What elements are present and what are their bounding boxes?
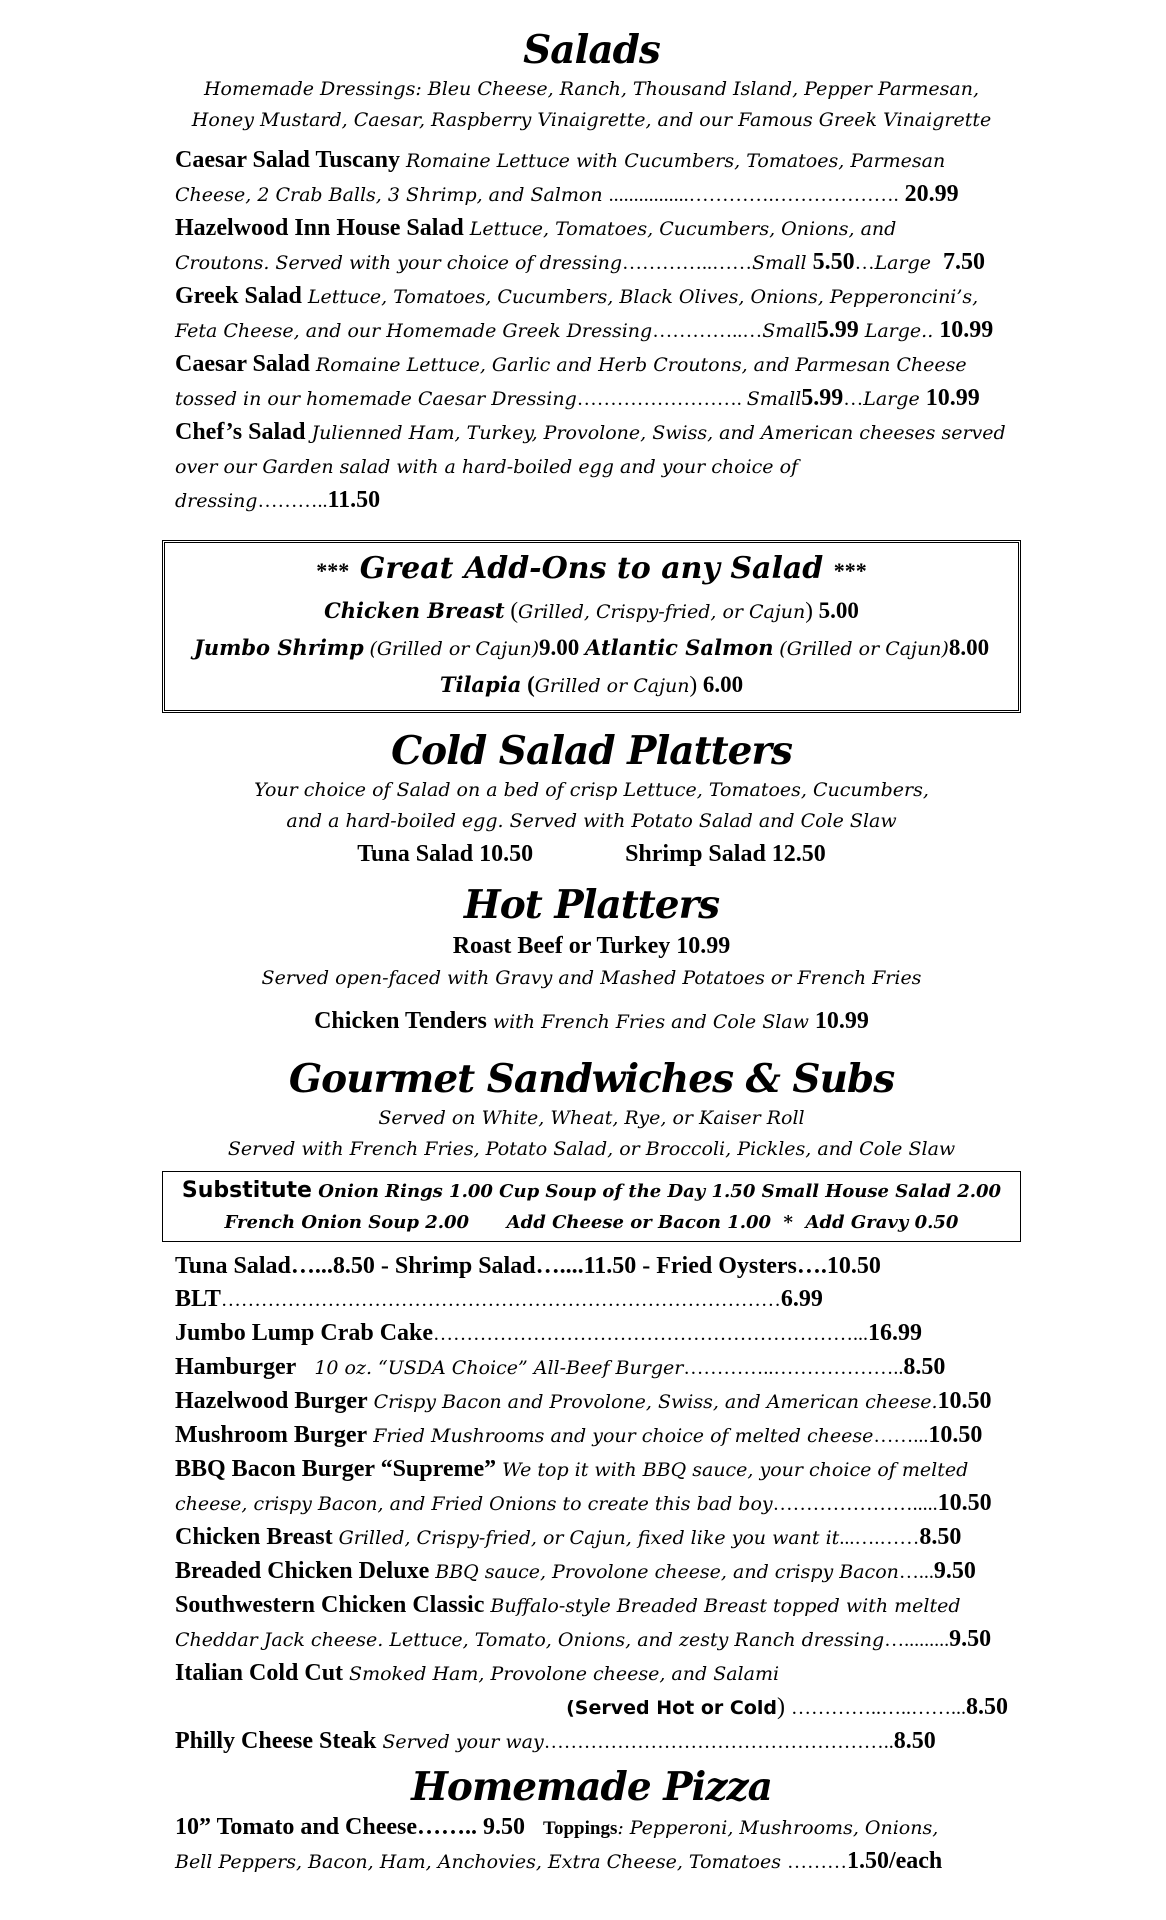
item-desc: We top it with BBQ sauce, your choice of melted [502,1459,969,1481]
item-name: 10” Tomato and Cheese…….. 9.50 [175,1814,526,1840]
item-desc: Romaine Lettuce with Cucumbers, Tomatoes, Parmesan [405,150,946,172]
item-price: 8.50 [919,1524,962,1550]
item-name: Southwestern Chicken Classic [175,1592,485,1618]
item-price: 10.99 [814,1008,869,1034]
leader-dots: ……….. [257,490,328,512]
addon-line-chicken: Chicken Breast (Grilled, Crispy-fried, or Cajun) 5.00 [324,598,859,623]
sandwiches-sub-2: Served with French Fries, Potato Salad, or Broccoli, Pickles, and Cole Slaw [227,1138,956,1160]
addon-price: 8.00 [948,635,990,660]
toppings-list-2: Bell Peppers, Bacon, Ham, Anchovies, Extra Cheese, Tomatoes [175,1851,781,1873]
addon-prep: (Grilled or Cajun) [779,638,949,660]
pizza-title: Homemade Pizza [411,1764,772,1810]
size-label: Large [874,252,931,274]
italian-served-line [175,1691,1008,1725]
item-desc: Feta Cheese, and our Homemade Greek Dressing [175,320,653,342]
addon-name: Chicken Breast [324,598,505,623]
leader-dots: …………..…… [622,252,753,274]
leader-dots: …......... [884,1629,950,1651]
leader-dots: ………………………………………………………... [433,1323,869,1345]
item-desc: Lettuce, Tomatoes, Cucumbers, Black Olives, Onions, Pepperoncini’s, [307,286,979,308]
addon-price: 6.00 [702,672,744,697]
substitute-line-2: French Onion Soup 2.00 Add Cheese or Bacon 1.00 * Add Gravy 0.50 [224,1212,959,1233]
item-price: 10.99 [939,317,994,343]
addon-line-tilapia: Tilapia (Grilled or Cajun) 6.00 [439,672,744,697]
item-price: 5.99 [816,317,859,343]
item-desc: Julienned Ham, Turkey, Provolone, Swiss, and American cheeses served [311,422,1006,444]
leader-dots: …………..… [652,320,763,342]
addon-name: Jumbo Shrimp [193,635,364,660]
sandwich-hamburger [175,1351,1008,1385]
stars-left: *** [316,558,350,583]
chicken-tenders [175,1004,1008,1039]
size-label: Small [746,388,802,410]
item-desc: Grilled, Crispy-fried, or Cajun, fixed like you want it [338,1527,840,1549]
item-price: 5.50 [812,249,855,275]
sandwich-breaded-chicken [175,1555,1008,1589]
salad-item-greek [175,280,1008,348]
size-label: Large [863,388,920,410]
leader-dots: ……………………. [576,388,747,410]
leader-dots: …………………..... [772,1493,938,1515]
item-price: 8.50 [966,1694,1008,1720]
item-desc: Cheese, 2 Crab Balls, 3 Shrimp, and Salmon [175,184,603,206]
sandwiches-title: Gourmet Sandwiches & Subs [288,1056,895,1102]
addon-prep: (Grilled or Cajun) [369,638,540,660]
sandwich-crab-cake [175,1317,1008,1351]
item-name: Greek Salad [175,283,302,309]
combo-items: Tuna Salad…...8.50 - Shrimp Salad…....11.50 - Fried Oysters….10.50 [175,1253,881,1279]
size-label: Large.. [864,320,934,342]
item-desc: over our Garden salad with a hard-boiled egg and your choice of dressing [175,456,799,512]
leader-dots: ……… [786,1851,847,1873]
leader-dots: …………..……………….. [683,1357,904,1379]
item-desc: Fried Mushrooms and your choice of melted cheese [373,1425,874,1447]
salads-title: Salads [523,27,660,73]
addon-price: 9.00 [539,635,580,660]
leader-dots: ………………………………………………………………………… [220,1289,781,1311]
addon-name: Atlantic Salmon [585,635,774,660]
item-name: Chicken Tenders [314,1008,487,1034]
addon-line-shrimp-salmon [175,630,1008,667]
toppings-list-1: Pepperoni, Mushrooms, Onions, [629,1817,939,1839]
item-desc: with French Fries and Cole Slaw [492,1011,809,1033]
roast-desc: Served open-faced with Gravy and Mashed Potatoes or French Fries [261,967,922,989]
close-paren: ) [777,1694,785,1720]
item-name: Mushroom Burger [175,1422,368,1448]
item-desc: BBQ sauce, Provolone cheese, and crispy Bacon [435,1561,899,1583]
item-name: Hazelwood Burger [175,1388,368,1414]
leader-dots: … [854,252,875,274]
item-desc: Crispy Bacon and Provolone, Swiss, and American cheese. [373,1391,938,1413]
item-price: 10.50 [937,1388,992,1414]
item-price: 7.50 [943,249,985,275]
cold-desc-1: Your choice of Salad on a bed of crisp Lettuce, Tomatoes, Cucumbers, [254,779,929,801]
sandwich-italian-cold-cut [175,1657,1008,1725]
leader-dots: ……... [873,1425,929,1447]
addons-box [162,540,1021,713]
item-name: Chef’s Salad [175,419,306,445]
addon-name: Tilapia [439,672,522,697]
item-name: Italian Cold Cut [175,1660,344,1686]
item-desc: 10 oz. “USDA Choice” All-Beef Burger [314,1357,684,1379]
stars-right: *** [833,558,867,583]
sandwich-chicken-breast [175,1521,1008,1555]
item-price: 20.99 [904,181,959,207]
sandwich-bbq-bacon-burger [175,1453,1008,1521]
tuna-salad-platter: Tuna Salad 10.50 [357,841,534,867]
leader-dots: ................………….………………. [608,184,899,206]
item-name: Jumbo Lump Crab Cake [175,1320,434,1346]
size-label: Small [752,252,807,274]
toppings-price: 1.50/each [846,1848,943,1874]
sandwiches-sub-1: Served on White, Wheat, Rye, or Kaiser Roll [378,1107,805,1129]
addon-prep: Grilled, Crispy-fried, or Cajun [518,601,806,623]
item-desc: Romaine Lettuce, Garlic and Herb Croutons, and Parmesan Cheese [315,354,967,376]
substitute-line-1 [171,1175,1012,1207]
salad-item-caesar-tuscany [175,144,1008,212]
item-price: 8.50 [893,1728,936,1754]
cold-desc-2: and a hard-boiled egg. Served with Potato Salad and Cole Slaw [286,810,897,832]
leader-dots: … [843,388,864,410]
item-desc: Buffalo-style Breaded Breast topped with melted [490,1595,961,1617]
pizza-item [175,1811,1008,1879]
item-price: 5.99 [801,385,844,411]
salad-item-caesar [175,348,1008,416]
sandwich-philly-cheese-steak [175,1725,1008,1759]
item-price: 9.50 [949,1626,992,1652]
item-name: Caesar Salad [175,351,310,377]
item-desc: cheese, crispy Bacon, and Fried Onions to create this bad boy [175,1493,773,1515]
sandwich-hazelwood-burger [175,1385,1008,1419]
sandwich-southwestern-chicken [175,1589,1008,1657]
shrimp-salad-platter: Shrimp Salad 12.50 [625,841,826,867]
sandwich-mushroom-burger [175,1419,1008,1453]
item-price: 10.50 [937,1490,992,1516]
dressings-line-2: Honey Mustard, Caesar, Raspberry Vinaigrette, and our Famous Greek Vinaigrette [191,109,992,131]
leader-dots: …………………………………………….. [543,1731,894,1753]
item-name: BLT [175,1286,221,1312]
substitute-label: Substitute [181,1178,312,1203]
item-desc: Croutons. Served with your choice of dressing [175,252,623,274]
item-desc: Lettuce, Tomatoes, Cucumbers, Onions, and [469,218,897,240]
cold-items [175,837,1008,871]
leader-dots: ...….…… [839,1527,920,1549]
leader-dots: …... [898,1561,934,1583]
item-desc: Served your way [382,1731,544,1753]
item-name: Hazelwood Inn House Salad [175,215,464,241]
substitute-box [162,1171,1021,1242]
item-name: Chicken Breast [175,1524,333,1550]
size-label: Small [762,320,817,342]
item-name: Caesar Salad Tuscany [175,147,400,173]
item-price: 9.50 [933,1558,976,1584]
addon-prep: Grilled or Cajun [534,675,690,697]
leader-dots: …………..…..……... [791,1697,966,1719]
item-price: 8.50 [903,1354,946,1380]
served-hot-or-cold: (Served Hot or Cold [566,1697,777,1719]
addons-title [175,547,1008,593]
cold-platters-title: Cold Salad Platters [391,728,792,774]
substitute-options-1: Onion Rings 1.00 Cup Soup of the Day 1.50 Small House Salad 2.00 [318,1181,1002,1202]
toppings-label: Toppings [543,1818,618,1839]
addons-title-text: Great Add-Ons to any Salad [359,551,824,586]
item-desc: Cheddar Jack cheese. Lettuce, Tomato, Onions, and zesty Ranch dressing [175,1629,885,1651]
item-price: 11.50 [327,487,381,513]
combo-line [175,1250,1008,1283]
toppings-colon: : [617,1817,624,1839]
roast-beef-turkey: Roast Beef or Turkey 10.99 [452,933,731,959]
item-name: Breaded Chicken Deluxe [175,1558,430,1584]
item-price: 10.99 [925,385,980,411]
item-name: Hamburger [175,1354,297,1380]
item-name: Philly Cheese Steak [175,1728,377,1754]
hot-platters-title: Hot Platters [463,882,720,928]
item-name: BBQ Bacon Burger “Supreme” [175,1456,497,1482]
item-desc: Smoked Ham, Provolone cheese, and Salami [349,1663,780,1685]
item-price: 16.99 [868,1320,923,1346]
addon-price: 5.00 [818,598,859,623]
item-price: 6.99 [780,1286,823,1312]
item-desc: tossed in our homemade Caesar Dressing [175,388,577,410]
salad-item-house [175,212,1008,280]
dressings-line-1: Homemade Dressings: Bleu Cheese, Ranch, Thousand Island, Pepper Parmesan, [203,78,979,100]
item-price: 10.50 [928,1422,983,1448]
salad-item-chef [175,416,1008,518]
sandwich-blt [175,1283,1008,1317]
